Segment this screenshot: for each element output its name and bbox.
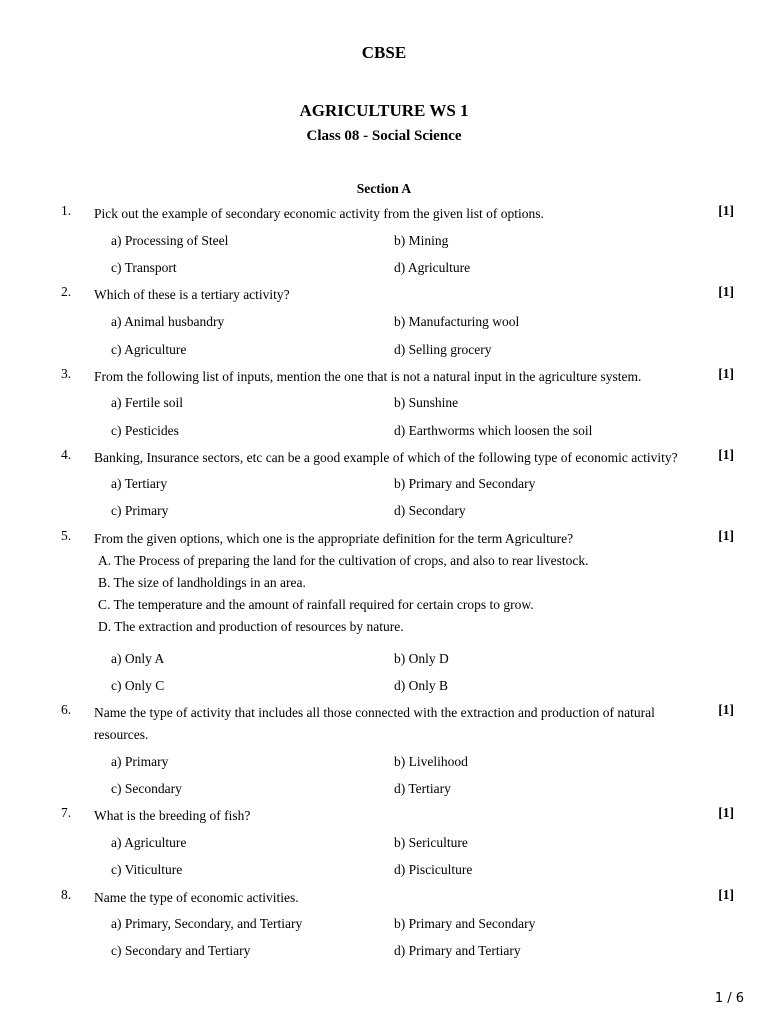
question-number: 8. <box>61 887 72 902</box>
option-d[interactable]: d) Primary and Tertiary <box>394 943 521 958</box>
question-marks: [1] <box>718 366 734 381</box>
question-marks: [1] <box>718 203 734 218</box>
option-c[interactable]: c) Pesticides <box>111 423 179 438</box>
question-marks: [1] <box>718 887 734 902</box>
option-b[interactable]: b) Primary and Secondary <box>394 476 536 491</box>
question-number: 2. <box>61 284 72 299</box>
statement-d: D. The extraction and production of resources by nature. <box>98 619 404 634</box>
option-a[interactable]: a) Fertile soil <box>111 395 183 410</box>
statement-a: A. The Process of preparing the land for the cultivation of crops, and also to rear livestock. <box>98 553 589 568</box>
question-text: Name the type of economic activities. <box>94 890 299 905</box>
option-d[interactable]: d) Only B <box>394 678 448 693</box>
option-c[interactable]: c) Secondary <box>111 781 182 796</box>
question-text: What is the breeding of fish? <box>94 808 251 823</box>
question-number: 4. <box>61 447 72 462</box>
option-b[interactable]: b) Sunshine <box>394 395 459 410</box>
option-c[interactable]: c) Secondary and Tertiary <box>111 943 251 958</box>
question-text: From the following list of inputs, mention the one that is not a natural input in the agriculture system. <box>94 369 642 384</box>
worksheet-subtitle: Class 08 - Social Science <box>306 128 462 144</box>
option-c[interactable]: c) Transport <box>111 260 177 275</box>
option-d[interactable]: d) Agriculture <box>394 260 471 275</box>
option-b[interactable]: b) Sericulture <box>394 835 468 850</box>
question-text: From the given options, which one is the appropriate definition for the term Agriculture? <box>94 531 574 546</box>
question-marks: [1] <box>718 528 734 543</box>
option-c[interactable]: c) Primary <box>111 503 169 518</box>
option-a[interactable]: a) Processing of Steel <box>111 233 229 248</box>
statement-c: C. The temperature and the amount of rainfall required for certain crops to grow. <box>98 597 534 612</box>
statement-b: B. The size of landholdings in an area. <box>98 575 306 590</box>
option-d[interactable]: d) Tertiary <box>394 781 451 796</box>
question-text: Pick out the example of secondary economic activity from the given list of options. <box>94 206 544 221</box>
option-c[interactable]: c) Viticulture <box>111 862 183 877</box>
option-b[interactable]: b) Only D <box>394 651 449 666</box>
question-number: 7. <box>61 805 72 820</box>
board-heading: CBSE <box>361 43 407 62</box>
option-b[interactable]: b) Mining <box>394 233 449 248</box>
option-b[interactable]: b) Livelihood <box>394 754 468 769</box>
option-a[interactable]: a) Only A <box>111 651 165 666</box>
option-a[interactable]: a) Agriculture <box>111 835 187 850</box>
option-b[interactable]: b) Primary and Secondary <box>394 916 536 931</box>
question-text: Banking, Insurance sectors, etc can be a good example of which of the following type of economic activity? <box>94 450 678 465</box>
option-d[interactable]: d) Pisciculture <box>394 862 473 877</box>
question-number: 5. <box>61 528 72 543</box>
question-marks: [1] <box>718 447 734 462</box>
option-a[interactable]: a) Tertiary <box>111 476 168 491</box>
question-marks: [1] <box>718 284 734 299</box>
question-number: 6. <box>61 702 72 717</box>
option-d[interactable]: d) Earthworms which loosen the soil <box>394 423 593 438</box>
option-b[interactable]: b) Manufacturing wool <box>394 314 520 329</box>
page-number: 1 / 6 <box>714 991 744 1006</box>
option-a[interactable]: a) Primary <box>111 754 169 769</box>
section-heading: Section A <box>356 181 412 196</box>
option-c[interactable]: c) Agriculture <box>111 342 187 357</box>
question-text: Name the type of activity that includes all those connected with the extraction and production of natural resources. <box>94 705 655 742</box>
question-marks: [1] <box>718 805 734 820</box>
option-d[interactable]: d) Selling grocery <box>394 342 492 357</box>
option-a[interactable]: a) Animal husbandry <box>111 314 225 329</box>
question-number: 1. <box>61 203 72 218</box>
worksheet-title: AGRICULTURE WS 1 <box>299 101 469 120</box>
question-text: Which of these is a tertiary activity? <box>94 287 290 302</box>
option-c[interactable]: c) Only C <box>111 678 165 693</box>
option-a[interactable]: a) Primary, Secondary, and Tertiary <box>111 916 303 931</box>
question-number: 3. <box>61 366 72 381</box>
option-d[interactable]: d) Secondary <box>394 503 466 518</box>
question-marks: [1] <box>718 702 734 717</box>
